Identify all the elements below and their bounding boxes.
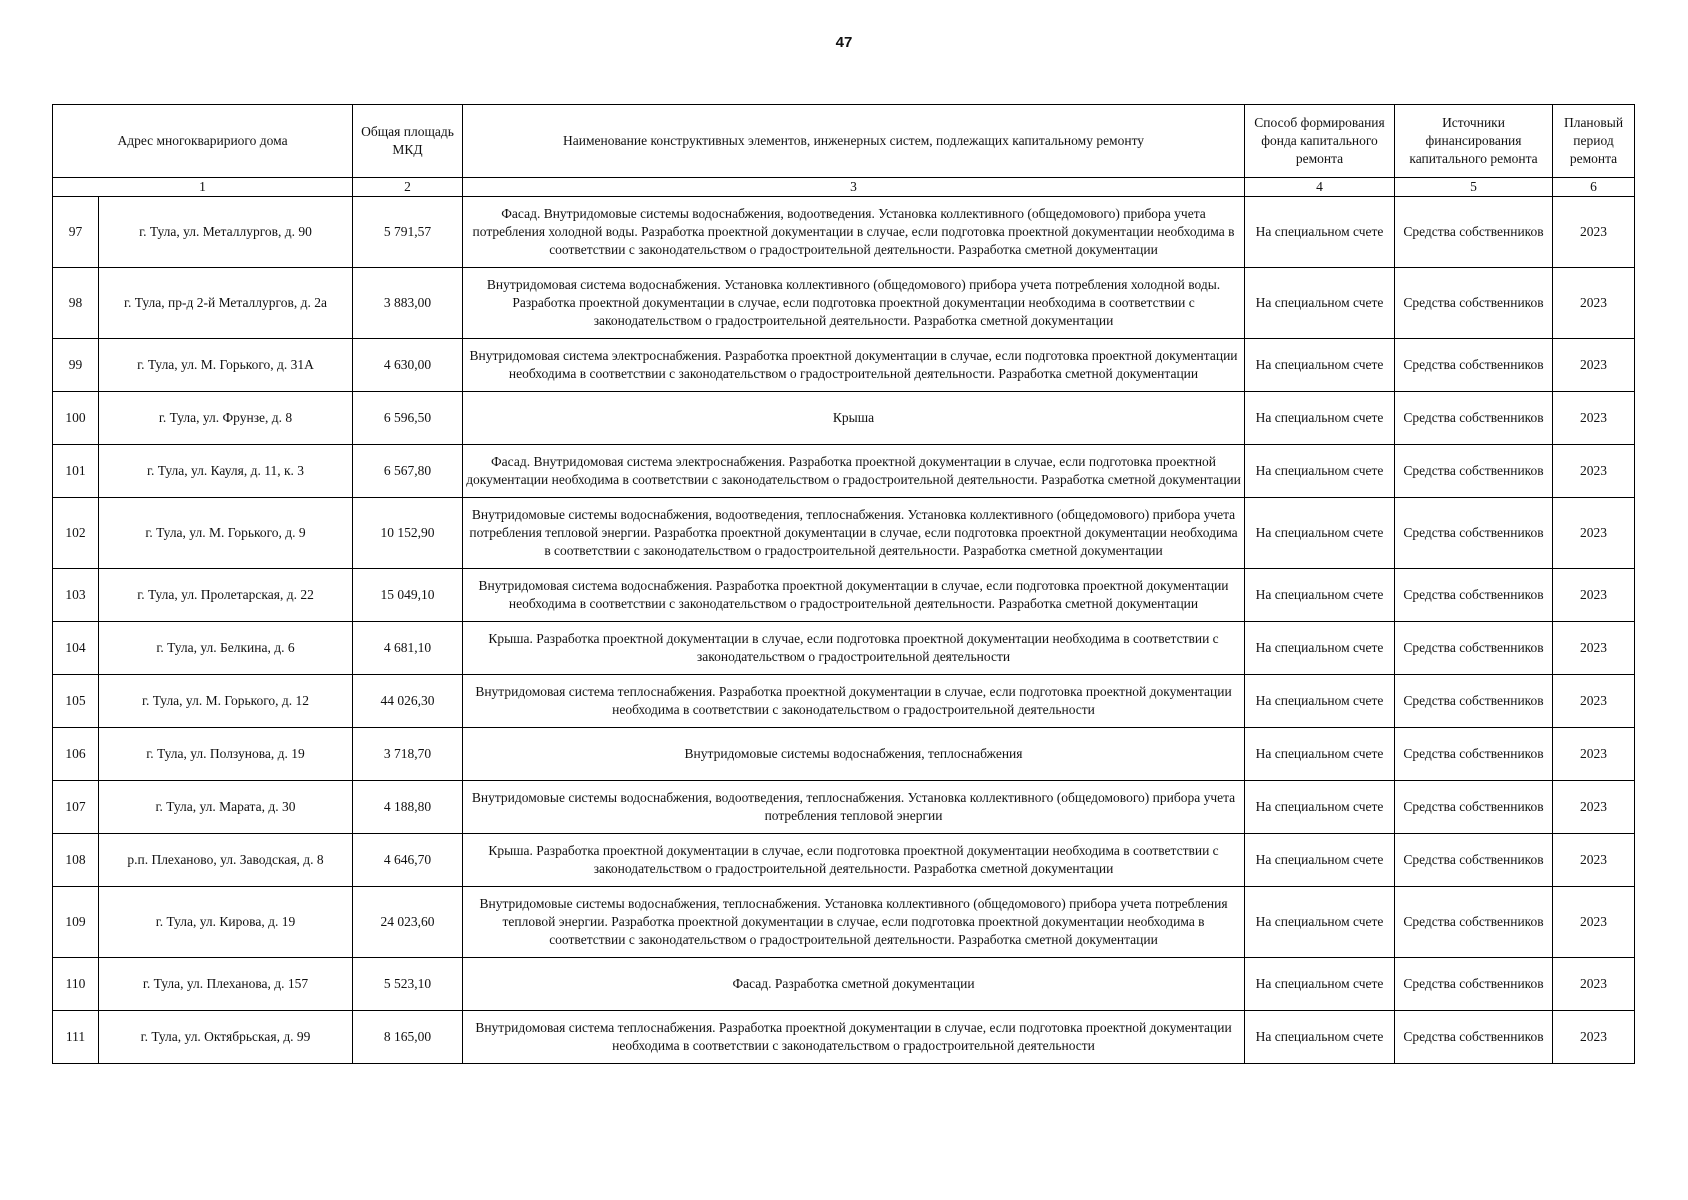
- row-funding-source: Средства собственников: [1395, 958, 1553, 1011]
- row-address: г. Тула, пр-д 2-й Металлургов, д. 2а: [99, 268, 353, 339]
- row-elements: Фасад. Разработка сметной документации: [463, 958, 1245, 1011]
- column-number: 2: [353, 178, 463, 197]
- page-number: 47: [835, 34, 853, 51]
- row-elements: Внутридомовая система электроснабжения. Разработка проектной документации в случае, если подготовка проектной документации необходима в соответствии с законодательством о градостроительной деятельности. Разработка сметной документации: [463, 339, 1245, 392]
- row-number: 110: [53, 958, 99, 1011]
- row-number: 108: [53, 834, 99, 887]
- row-number: 111: [53, 1011, 99, 1064]
- row-address: г. Тула, ул. М. Горького, д. 12: [99, 675, 353, 728]
- row-fund-method: На специальном счете: [1245, 622, 1395, 675]
- row-area: 4 188,80: [353, 781, 463, 834]
- row-fund-method: На специальном счете: [1245, 268, 1395, 339]
- column-number: 3: [463, 178, 1245, 197]
- row-funding-source: Средства собственников: [1395, 781, 1553, 834]
- column-number: 4: [1245, 178, 1395, 197]
- header-row: [53, 105, 1635, 178]
- row-address: г. Тула, ул. Марата, д. 30: [99, 781, 353, 834]
- row-address: г. Тула, ул. Фрунзе, д. 8: [99, 392, 353, 445]
- row-number: 109: [53, 887, 99, 958]
- row-address: г. Тула, ул. Ползунова, д. 19: [99, 728, 353, 781]
- row-address: г. Тула, ул. Белкина, д. 6: [99, 622, 353, 675]
- row-elements: Крыша: [463, 392, 1245, 445]
- table-row: [53, 1011, 1635, 1064]
- row-fund-method: На специальном счете: [1245, 339, 1395, 392]
- table-row: [53, 834, 1635, 887]
- table-row: [53, 887, 1635, 958]
- row-area: 24 023,60: [353, 887, 463, 958]
- row-funding-source: Средства собственников: [1395, 569, 1553, 622]
- row-elements: Внутридомовые системы водоснабжения, теплоснабжения. Установка коллективного (общедомового) прибора учета потребления тепловой энергии. Разработка проектной документации в случае, если подготовка проектной документации необходима в соответствии с законодательством о градостроительной деятельности. Разработка сметной документации: [463, 887, 1245, 958]
- table-row: [53, 728, 1635, 781]
- table-row: [53, 958, 1635, 1011]
- row-planned-year: 2023: [1553, 268, 1635, 339]
- row-area: 4 681,10: [353, 622, 463, 675]
- row-address: г. Тула, ул. Плеханова, д. 157: [99, 958, 353, 1011]
- row-planned-year: 2023: [1553, 498, 1635, 569]
- row-planned-year: 2023: [1553, 958, 1635, 1011]
- header-address: Адрес многокваририого дома: [53, 105, 353, 178]
- row-funding-source: Средства собственников: [1395, 834, 1553, 887]
- row-number: 106: [53, 728, 99, 781]
- column-numbers-row: [53, 178, 1635, 197]
- row-funding-source: Средства собственников: [1395, 498, 1553, 569]
- row-number: 97: [53, 197, 99, 268]
- row-planned-year: 2023: [1553, 834, 1635, 887]
- row-area: 5 791,57: [353, 197, 463, 268]
- table-row: [53, 268, 1635, 339]
- row-area: 8 165,00: [353, 1011, 463, 1064]
- table-row: [53, 339, 1635, 392]
- row-elements: Внутридомовая система теплоснабжения. Разработка проектной документации в случае, если подготовка проектной документации необходима в соответствии с законодательством о градостроительной деятельности: [463, 1011, 1245, 1064]
- row-address: р.п. Плеханово, ул. Заводская, д. 8: [99, 834, 353, 887]
- row-area: 6 567,80: [353, 445, 463, 498]
- capital-repair-table: [52, 104, 1635, 1064]
- header-fund-method: Способ формирования фонда капитального ремонта: [1245, 105, 1395, 178]
- row-address: г. Тула, ул. Кирова, д. 19: [99, 887, 353, 958]
- row-funding-source: Средства собственников: [1395, 197, 1553, 268]
- row-number: 101: [53, 445, 99, 498]
- row-elements: Внутридомовая система водоснабжения. Установка коллективного (общедомового) прибора учета потребления холодной воды. Разработка проектной документации в случае, если подготовка проектной документации необходима в соответствии с законодательством о градостроительной деятельности. Разработка сметной документации: [463, 268, 1245, 339]
- row-address: г. Тула, ул. Октябрьская, д. 99: [99, 1011, 353, 1064]
- row-elements: Внутридомовая система теплоснабжения. Разработка проектной документации в случае, если подготовка проектной документации необходима в соответствии с законодательством о градостроительной деятельности: [463, 675, 1245, 728]
- row-funding-source: Средства собственников: [1395, 887, 1553, 958]
- row-number: 99: [53, 339, 99, 392]
- row-number: 98: [53, 268, 99, 339]
- row-area: 3 718,70: [353, 728, 463, 781]
- row-elements: Внутридомовая система водоснабжения. Разработка проектной документации в случае, если подготовка проектной документации необходима в соответствии с законодательством о градостроительной деятельности. Разработка сметной документации: [463, 569, 1245, 622]
- row-planned-year: 2023: [1553, 445, 1635, 498]
- row-fund-method: На специальном счете: [1245, 675, 1395, 728]
- row-elements: Внутридомовые системы водоснабжения, водоотведения, теплоснабжения. Установка коллективного (общедомового) прибора учета потребления тепловой энергии. Разработка проектной документации в случае, если подготовка проектной документации необходима в соответствии с законодательством о градостроительной деятельности. Разработка сметной документации: [463, 498, 1245, 569]
- row-fund-method: На специальном счете: [1245, 445, 1395, 498]
- row-planned-year: 2023: [1553, 622, 1635, 675]
- row-fund-method: На специальном счете: [1245, 197, 1395, 268]
- row-planned-year: 2023: [1553, 339, 1635, 392]
- row-number: 100: [53, 392, 99, 445]
- row-planned-year: 2023: [1553, 781, 1635, 834]
- row-fund-method: На специальном счете: [1245, 958, 1395, 1011]
- row-fund-method: На специальном счете: [1245, 1011, 1395, 1064]
- row-area: 5 523,10: [353, 958, 463, 1011]
- row-address: г. Тула, ул. Металлургов, д. 90: [99, 197, 353, 268]
- row-area: 6 596,50: [353, 392, 463, 445]
- row-fund-method: На специальном счете: [1245, 498, 1395, 569]
- row-area: 4 630,00: [353, 339, 463, 392]
- row-number: 104: [53, 622, 99, 675]
- row-area: 15 049,10: [353, 569, 463, 622]
- row-address: г. Тула, ул. М. Горького, д. 31А: [99, 339, 353, 392]
- table-row: [53, 569, 1635, 622]
- column-number: 1: [53, 178, 353, 197]
- row-elements: Фасад. Внутридомовая система электроснабжения. Разработка проектной документации в случае, если подготовка проектной документации необходима в соответствии с законодательством о градостроительной деятельности. Разработка сметной документации: [463, 445, 1245, 498]
- row-area: 4 646,70: [353, 834, 463, 887]
- row-number: 103: [53, 569, 99, 622]
- row-funding-source: Средства собственников: [1395, 445, 1553, 498]
- row-area: 10 152,90: [353, 498, 463, 569]
- row-funding-source: Средства собственников: [1395, 1011, 1553, 1064]
- column-number: 6: [1553, 178, 1635, 197]
- row-address: г. Тула, ул. Пролетарская, д. 22: [99, 569, 353, 622]
- row-funding-source: Средства собственников: [1395, 339, 1553, 392]
- table-row: [53, 445, 1635, 498]
- row-fund-method: На специальном счете: [1245, 392, 1395, 445]
- row-fund-method: На специальном счете: [1245, 569, 1395, 622]
- row-elements: Крыша. Разработка проектной документации в случае, если подготовка проектной документации необходима в соответствии с законодательством о градостроительной деятельности: [463, 622, 1245, 675]
- row-address: г. Тула, ул. Кауля, д. 11, к. 3: [99, 445, 353, 498]
- row-funding-source: Средства собственников: [1395, 675, 1553, 728]
- table-row: [53, 622, 1635, 675]
- row-funding-source: Средства собственников: [1395, 268, 1553, 339]
- row-elements: Крыша. Разработка проектной документации в случае, если подготовка проектной документации необходима в соответствии с законодательством о градостроительной деятельности. Разработка сметной документации: [463, 834, 1245, 887]
- column-number: 5: [1395, 178, 1553, 197]
- row-number: 102: [53, 498, 99, 569]
- table-row: [53, 197, 1635, 268]
- row-planned-year: 2023: [1553, 675, 1635, 728]
- header-elements: Наименование конструктивных элементов, инженерных систем, подлежащих капитальному ремонту: [463, 105, 1245, 178]
- table-body: [53, 197, 1635, 1064]
- row-planned-year: 2023: [1553, 392, 1635, 445]
- row-elements: Внутридомовые системы водоснабжения, водоотведения, теплоснабжения. Установка коллективного (общедомового) прибора учета потребления тепловой энергии: [463, 781, 1245, 834]
- row-fund-method: На специальном счете: [1245, 728, 1395, 781]
- header-planned-period: Плановый период ремонта: [1553, 105, 1635, 178]
- row-planned-year: 2023: [1553, 887, 1635, 958]
- row-funding-source: Средства собственников: [1395, 728, 1553, 781]
- row-fund-method: На специальном счете: [1245, 781, 1395, 834]
- row-elements: Фасад. Внутридомовые системы водоснабжения, водоотведения. Установка коллективного (общедомового) прибора учета потребления холодной воды. Разработка проектной документации в случае, если подготовка проектной документации необходима в соответствии с законодательством о градостроительной деятельности. Разработка сметной документации: [463, 197, 1245, 268]
- row-planned-year: 2023: [1553, 1011, 1635, 1064]
- header-funding-source: Источники финансирования капитального ремонта: [1395, 105, 1553, 178]
- row-area: 44 026,30: [353, 675, 463, 728]
- row-funding-source: Средства собственников: [1395, 392, 1553, 445]
- row-address: г. Тула, ул. М. Горького, д. 9: [99, 498, 353, 569]
- row-planned-year: 2023: [1553, 197, 1635, 268]
- row-funding-source: Средства собственников: [1395, 622, 1553, 675]
- table-row: [53, 675, 1635, 728]
- row-fund-method: На специальном счете: [1245, 834, 1395, 887]
- row-fund-method: На специальном счете: [1245, 887, 1395, 958]
- header-area: Общая площадь МКД: [353, 105, 463, 178]
- row-number: 107: [53, 781, 99, 834]
- row-elements: Внутридомовые системы водоснабжения, теплоснабжения: [463, 728, 1245, 781]
- table-row: [53, 392, 1635, 445]
- row-planned-year: 2023: [1553, 569, 1635, 622]
- row-number: 105: [53, 675, 99, 728]
- row-planned-year: 2023: [1553, 728, 1635, 781]
- table-row: [53, 781, 1635, 834]
- row-area: 3 883,00: [353, 268, 463, 339]
- table-row: [53, 498, 1635, 569]
